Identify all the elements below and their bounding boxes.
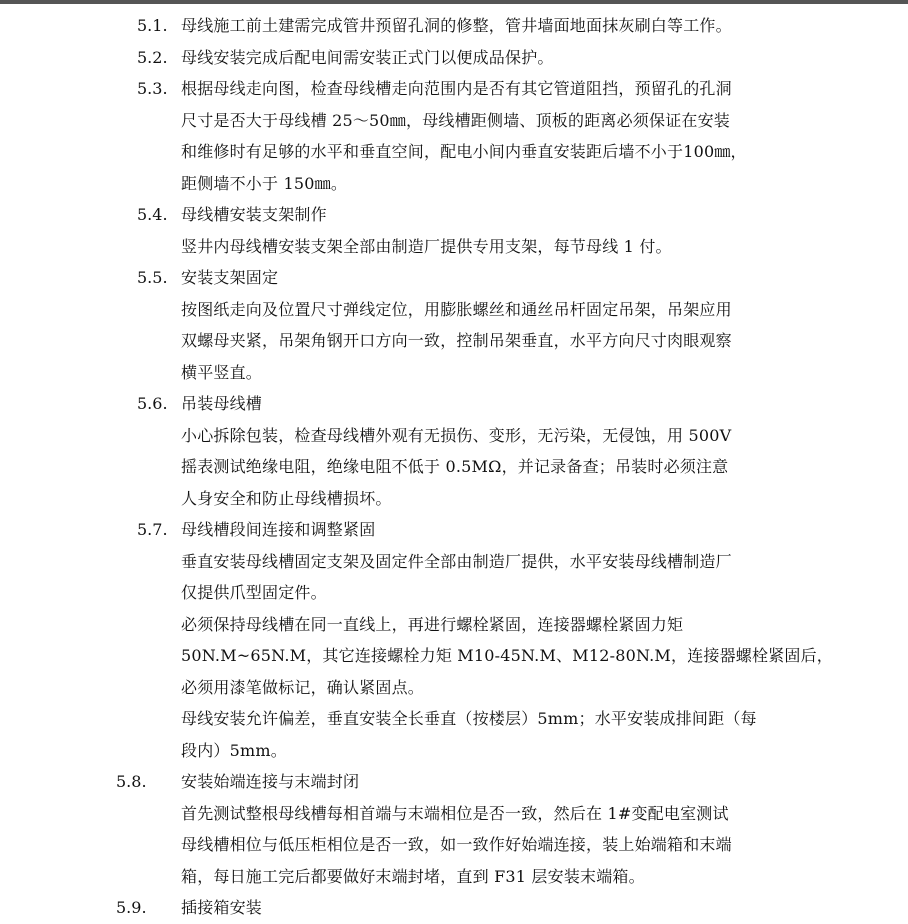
section-text: 箱，每日施工完后都要做好末端封堵，直到 F31 层安装末端箱。 <box>181 866 645 886</box>
section-number: 5.9. <box>116 898 147 917</box>
section-number: 5.1. <box>137 16 168 35</box>
document-body <box>0 10 908 924</box>
paragraph-line <box>0 546 908 578</box>
paragraph-line <box>0 829 908 861</box>
section-text: 首先测试整根母线槽每相首端与末端相位是否一致，然后在 1#变配电室测试 <box>181 803 729 823</box>
paragraph-line <box>0 609 908 641</box>
paragraph-line <box>0 231 908 263</box>
section-text: 段内）5mm。 <box>181 740 287 760</box>
section-text: 人身安全和防止母线槽损坏。 <box>181 488 392 508</box>
section-text: 仅提供爪型固定件。 <box>181 583 327 602</box>
paragraph-line <box>0 640 908 672</box>
paragraph-line <box>0 136 908 168</box>
paragraph-line <box>0 798 908 830</box>
section-text: 母线槽相位与低压柜相位是否一致，如一致作好始端连接，装上始端箱和末端 <box>181 835 732 854</box>
section-text: 竖井内母线槽安装支架全部由制造厂提供专用支架，每节母线 1 付。 <box>181 236 672 256</box>
paragraph-line <box>0 483 908 515</box>
section-number: 5.8. <box>116 772 147 791</box>
section-text: 双螺母夹紧，吊架角钢开口方向一致，控制吊架垂直，水平方向尺寸肉眼观察 <box>181 331 732 350</box>
section-text: 母线安装允许偏差，垂直安装全长垂直（按楼层）5mm；水平安装成排间距（每 <box>181 709 757 728</box>
section-heading: 插接箱安装 <box>181 898 263 917</box>
section-text: 必须保持母线槽在同一直线上，再进行螺栓紧固，连接器螺栓紧固力矩 <box>181 614 684 634</box>
section-5-1 <box>0 10 908 42</box>
section-heading: 安装支架固定 <box>181 268 279 287</box>
section-number: 5.4. <box>137 205 168 224</box>
section-text: 母线施工前土建需完成管井预留孔洞的修整，管井墙面地面抹灰刷白等工作。 <box>181 16 732 35</box>
top-border-rule <box>0 0 908 4</box>
section-5-8 <box>0 766 908 798</box>
section-text: 按图纸走向及位置尺寸弹线定位，用膨胀螺丝和通丝吊杆固定吊架，吊架应用 <box>181 299 732 319</box>
paragraph-line <box>0 168 908 200</box>
section-5-3 <box>0 73 908 105</box>
section-heading: 安装始端连接与末端封闭 <box>181 772 360 791</box>
paragraph-line <box>0 703 908 735</box>
section-text: 摇表测试绝缘电阻，绝缘电阻不低于 0.5MΩ，并记录备查；吊装时必须注意 <box>181 457 729 476</box>
paragraph-line <box>0 294 908 326</box>
section-text: 根据母线走向图，检查母线槽走向范围内是否有其它管道阻挡，预留孔的孔洞 <box>181 79 732 98</box>
paragraph-line <box>0 105 908 137</box>
section-text: 横平竖直。 <box>181 362 263 382</box>
section-text: 距侧墙不小于 150㎜。 <box>181 173 348 193</box>
section-number: 5.5. <box>137 268 168 287</box>
section-text: 小心拆除包装，检查母线槽外观有无损伤、变形，无污染，无侵蚀，用 500V <box>181 425 732 445</box>
section-number: 5.3. <box>137 79 168 98</box>
paragraph-line <box>0 672 908 704</box>
section-text: 必须用漆笔做标记，确认紧固点。 <box>181 677 425 697</box>
paragraph-line <box>0 325 908 357</box>
section-text: 母线安装完成后配电间需安装正式门以便成品保护。 <box>181 47 554 67</box>
section-heading: 母线槽安装支架制作 <box>181 205 327 224</box>
section-number: 5.6. <box>137 394 168 413</box>
paragraph-line <box>0 577 908 609</box>
section-number: 5.2. <box>137 47 168 67</box>
section-5-7 <box>0 514 908 546</box>
section-heading: 母线槽段间连接和调整紧固 <box>181 520 376 539</box>
section-number: 5.7. <box>137 520 168 539</box>
paragraph-line <box>0 357 908 389</box>
section-text: 和维修时有足够的水平和垂直空间，配电小间内垂直安装距后墙不小于100㎜， <box>181 142 747 161</box>
section-heading: 吊装母线槽 <box>181 394 263 413</box>
paragraph-line <box>0 420 908 452</box>
section-5-4 <box>0 199 908 231</box>
section-5-5 <box>0 262 908 294</box>
section-5-9 <box>0 892 908 924</box>
section-text: 垂直安装母线槽固定支架及固定件全部由制造厂提供，水平安装母线槽制造厂 <box>181 551 732 571</box>
section-5-6 <box>0 388 908 420</box>
paragraph-line <box>0 451 908 483</box>
paragraph-line <box>0 861 908 893</box>
section-5-2 <box>0 42 908 74</box>
paragraph-line <box>0 735 908 767</box>
section-text: 尺寸是否大于母线槽 25～50㎜，母线槽距侧墙、顶板的距离必须保证在安装 <box>181 110 731 130</box>
section-text: 50N.M~65N.M，其它连接螺栓力矩 M10-45N.M、M12-80N.M，连接器螺栓紧固后， <box>181 646 834 665</box>
